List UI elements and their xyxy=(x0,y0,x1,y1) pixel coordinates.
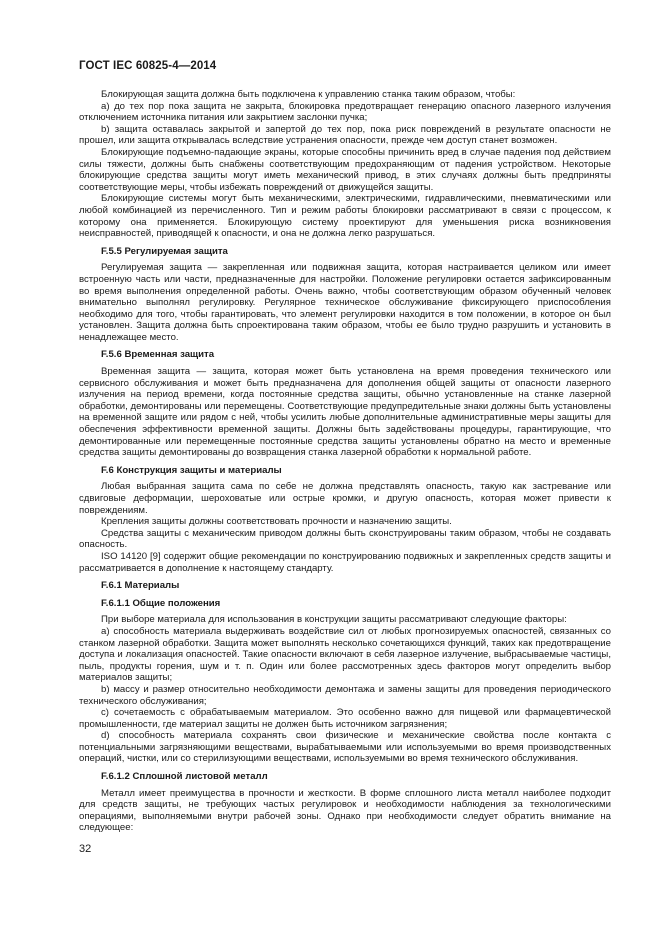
paragraph: Временная защита — защита, которая может быть установлена на время проведения технического или сервисного обслуживания и может быть предназначена для дополнения общей защиты от опасности лазерного излучения на период времени, когда постоянные средства защиты, обычно установленные на станке лазерной обработки, демонтированы или перемещены. Соответствующие предупредительные знаки должны быть установлены на временной защите или рядом с ней, чтобы усилить любые дополнительные административные меры защиты для обеспечения эффективности временной защиты. Должны быть задействованы процедуры, гарантирующие, что демонтированные или перемещенные постоянные средства защиты установлены обратно на место и временные средства защиты демонтированы до возвращения станка лазерной обработки к нормальной работе. xyxy=(79,366,611,459)
paragraph: а) способность материала выдерживать воздействие сил от любых прогнозируемых опасностей, связанных со станком лазерной обработки. Защита может выполнять несколько сочетающихся функций, таких как предотвращение доступа и локализация опасностей. Такие опасности включают в себя лазерное излучение, выбрасываемые частицы, пыль, продукты горения, шум и т. п. Один или более рассмотренных здесь факторов могут определить выбор материалов защиты; xyxy=(79,625,611,684)
page-number: 32 xyxy=(79,843,92,855)
document-body xyxy=(79,89,611,834)
paragraph: а) до тех пор пока защита не закрыта, блокировка предотвращает генерацию опасного лазерного излучения отключением источника питания или закрытием заслонки пучка; xyxy=(79,100,611,124)
paragraph: При выборе материала для использования в конструкции защиты рассматривают следующие факторы: xyxy=(101,614,567,626)
document-header: ГОСТ IEC 60825-4—2014 xyxy=(79,60,217,72)
paragraph: Средства защиты с механическим приводом должны быть сконструированы таким образом, чтобы не создавать опасность. xyxy=(79,527,611,551)
paragraph: с) сочетаемость с обрабатываемым материалом. Это особенно важно для пищевой или фармацевтической промышленности, где материал защиты не должен быть источником загрязнения; xyxy=(79,707,611,730)
paragraph: Блокирующая защита должна быть подключена к управлению станка таким образом, чтобы: xyxy=(101,89,516,100)
section-heading: F.6 Конструкция защиты и материалы xyxy=(101,464,282,476)
section-heading: F.6.1.1 Общие положения xyxy=(101,597,221,609)
paragraph: Металл имеет преимущества в прочности и жесткости. В форме сплошного листа металл наиболее подходит для средств защиты, не требующих частых регулировок и необходимости наблюдения за технологическими операциями, выполняемыми внутри рабочей зоны. Однако при необходимости следует обратить внимание на следующее: xyxy=(79,787,611,834)
section-heading: F.5.5 Регулируемая защита xyxy=(101,245,228,257)
paragraph: Регулируемая защита — закрепленная или подвижная защита, которая настраивается целиком или имеет встроенную часть или части, предназначенные для настройки. Положение регулировки остается зафиксированным во время выполнения определенной работы. Очень важно, чтобы соответствующим образом обученный человек внимательно выполнял регулировку. Регулярное техническое обслуживание фиксирующего приспособления необходимо для того, чтобы гарантировать, что элемент регулировки находится в том положении, в которое он был установлен. Защита должна быть спроектирована таким образом, чтобы ее было трудно разрушить и установить в ненадлежащее место. xyxy=(79,262,611,343)
paragraph: Блокирующие подъемно-падающие экраны, которые способны причинить вред в случае падения под действием силы тяжести, должны быть снабжены соответствующим предохраняющим от падения устройством. Некоторые блокирующие средства защиты могут иметь механический привод, в этих случаях должны быть предприняты соответствующие меры, чтобы избежать повреждений от движущейся защиты. xyxy=(79,146,611,193)
paragraph: b) защита оставалась закрытой и запертой до тех пор, пока риск повреждений в результате опасности не прошел, или защита открывалась вследствие устранения опасности, прежде чем доступ станет возможен. xyxy=(79,123,611,147)
paragraph: b) массу и размер относительно необходимости демонтажа и замены защиты для проведения периодического технического обслуживания; xyxy=(79,683,611,707)
section-heading: F.6.1 Материалы xyxy=(101,580,180,592)
paragraph: Любая выбранная защита сама по себе не должна представлять опасность, такую как застревание или сдвиговые деформации, шероховатые или острые кромки, и другую опасность, которая может привести к повреждениям. xyxy=(79,481,611,516)
section-heading: F.6.1.2 Сплошной листовой металл xyxy=(101,771,268,783)
section-heading: F.5.6 Временная защита xyxy=(101,349,215,361)
paragraph: d) способность материала сохранять свои физические и механические свойства после контакта с потенциальными загрязняющими веществами, вырабатываемыми или используемыми во время производственных операций, чистки, или со стерилизующими веществами, используемыми во время технического обслуживания. xyxy=(79,730,611,765)
paragraph: Крепления защиты должны соответствовать прочности и назначению защиты. xyxy=(101,516,452,528)
paragraph: ISO 14120 [9] содержит общие рекомендации по конструированию подвижных и закрепленных средств защиты и рассматривается в дополнение к настоящему стандарту. xyxy=(79,550,611,574)
paragraph: Блокирующие системы могут быть механическими, электрическими, гидравлическими, пневматическими или любой комбинацией из перечисленного. Тип и режим работы блокировки рассматривают в связи с процессом, к которому она применяется. Блокирующую систему проектируют для уменьшения риска возникновения неисправностей, приводящей к опасности, и она не должна легко разрушаться. xyxy=(79,193,611,240)
